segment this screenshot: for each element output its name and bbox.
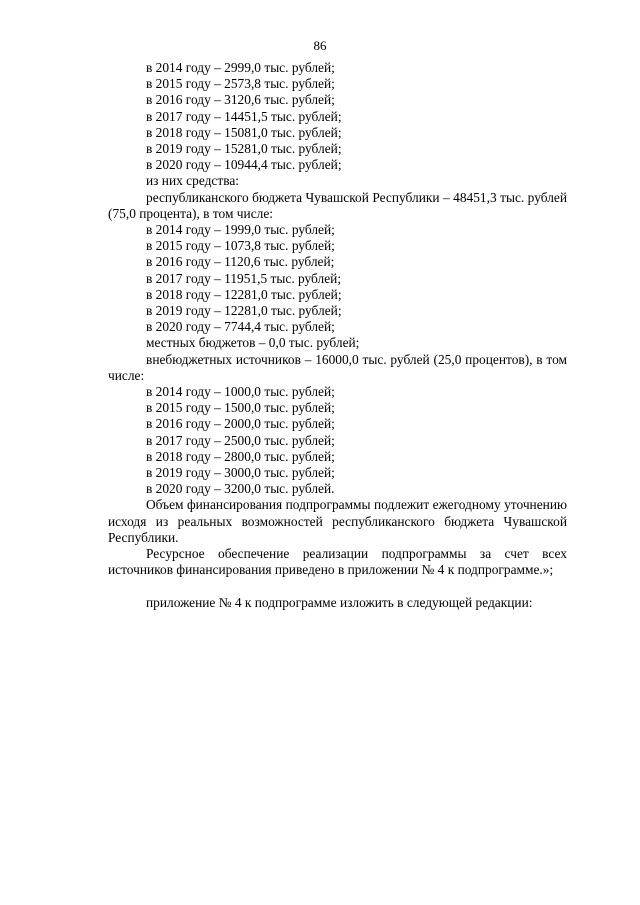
text-line: в 2019 году – 15281,0 тыс. рублей; — [146, 141, 342, 157]
text-line: в 2020 году – 10944,4 тыс. рублей; — [146, 157, 342, 173]
document-body — [108, 60, 567, 611]
text-line: в 2016 году – 1120,6 тыс. рублей; — [146, 254, 335, 270]
text-line: в 2020 году – 3200,0 тыс. рублей. — [146, 481, 335, 497]
text-line: в 2018 году – 12281,0 тыс. рублей; — [146, 286, 342, 302]
text-line: в 2018 году – 2800,0 тыс. рублей; — [146, 448, 335, 464]
text-line: в 2016 году – 2000,0 тыс. рублей; — [146, 416, 335, 432]
funding-by-year-extrabudget — [108, 384, 567, 497]
paragraph-extrabudget: внебюджетных источников – 16000,0 тыс. рублей (25,0 процентов), в том числе: — [108, 351, 567, 383]
text-line: в 2015 году – 2573,8 тыс. рублей; — [146, 76, 335, 92]
paragraph-funding-volume: Объем финансирования подпрограммы подлежит ежегодному уточнению исходя из реальных возможностей республиканского бюджета Чувашской Республики. — [108, 497, 567, 545]
text-line: из них средства: — [146, 173, 240, 189]
text-line: местных бюджетов – 0,0 тыс. рублей; — [146, 335, 360, 351]
text-line: в 2018 году – 15081,0 тыс. рублей; — [146, 124, 342, 140]
paragraph-appendix: приложение № 4 к подпрограмме изложить в следующей редакции: — [146, 594, 533, 610]
text-line: в 2014 году – 1000,0 тыс. рублей; — [146, 384, 335, 400]
text-line: в 2019 году – 12281,0 тыс. рублей; — [146, 303, 342, 319]
text-line: в 2017 году – 11951,5 тыс. рублей; — [146, 270, 342, 286]
text-line: в 2015 году – 1500,0 тыс. рублей; — [146, 400, 335, 416]
paragraph-republic-budget: республиканского бюджета Чувашской Республики – 48451,3 тыс. рублей (75,0 процента), в том числе: — [108, 189, 567, 221]
text-line: в 2017 году – 2500,0 тыс. рублей; — [146, 432, 335, 448]
text-line: в 2014 году – 1999,0 тыс. рублей; — [146, 222, 335, 238]
text-line: в 2014 году – 2999,0 тыс. рублей; — [146, 60, 335, 75]
text-line: в 2020 году – 7744,4 тыс. рублей; — [146, 319, 335, 335]
funding-by-year-total — [108, 60, 567, 190]
paragraph-gap — [108, 579, 567, 595]
text-line: в 2019 году – 3000,0 тыс. рублей; — [146, 465, 335, 481]
text-line: в 2015 году – 1073,8 тыс. рублей; — [146, 238, 335, 254]
page-number: 86 — [313, 38, 327, 53]
text-line: в 2017 году – 14451,5 тыс. рублей; — [146, 108, 342, 124]
funding-by-year-republic — [108, 222, 567, 352]
text-line: в 2016 году – 3120,6 тыс. рублей; — [146, 92, 335, 108]
paragraph-resource-support: Ресурсное обеспечение реализации подпрограммы за счет всех источников финансирования приведено в приложении № 4 к подпрограмме.»; — [108, 546, 567, 578]
